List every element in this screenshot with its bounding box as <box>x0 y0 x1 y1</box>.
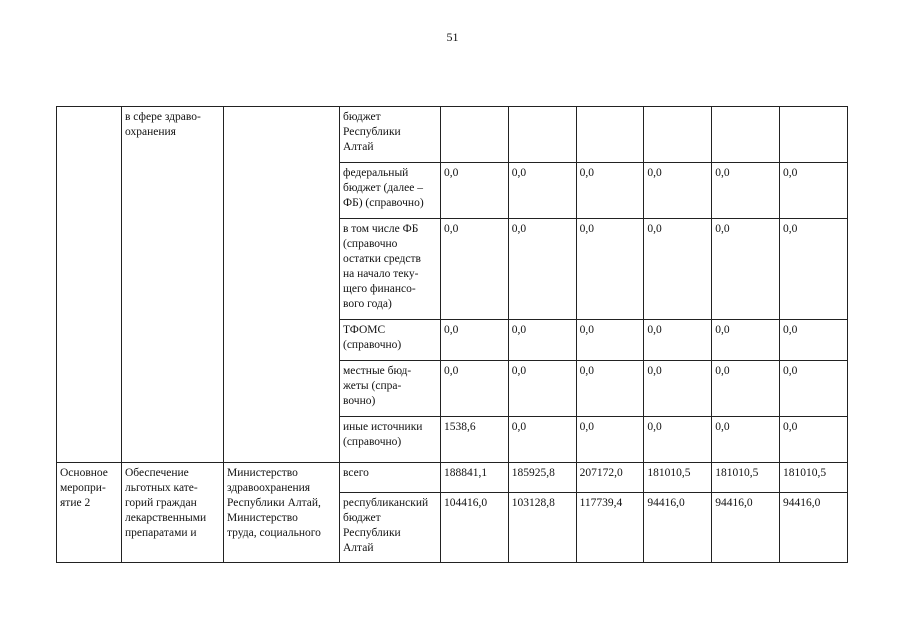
year-value-cell: 104416,0 <box>441 493 509 563</box>
year-value-cell: 94416,0 <box>712 493 780 563</box>
year-value-cell: 185925,8 <box>508 463 576 493</box>
activity-cell <box>57 107 122 463</box>
year-value-cell: 0,0 <box>576 320 644 361</box>
year-value-cell: 117739,4 <box>576 493 644 563</box>
year-value-cell: 0,0 <box>779 417 847 463</box>
year-value-cell: 0,0 <box>576 361 644 417</box>
year-value-cell: 0,0 <box>508 219 576 320</box>
year-value-cell: 0,0 <box>644 417 712 463</box>
year-value-cell: 0,0 <box>712 163 780 219</box>
year-value-cell: 0,0 <box>508 163 576 219</box>
year-value-cell: 0,0 <box>508 361 576 417</box>
funding-source-cell: ТФОМС (справочно) <box>340 320 441 361</box>
year-value-cell: 0,0 <box>779 361 847 417</box>
year-value-cell: 0,0 <box>779 219 847 320</box>
year-value-cell: 0,0 <box>644 361 712 417</box>
year-value-cell <box>644 107 712 163</box>
year-value-cell: 207172,0 <box>576 463 644 493</box>
description-cell: Обеспечение льготных кате- горий граждан лекарственными препаратами и <box>122 463 224 563</box>
page-number: 51 <box>446 30 459 44</box>
year-value-cell <box>441 107 509 163</box>
executor-cell <box>224 107 340 463</box>
year-value-cell: 0,0 <box>508 417 576 463</box>
year-value-cell: 0,0 <box>441 219 509 320</box>
funding-source-cell: бюджет Республики Алтай <box>340 107 441 163</box>
year-value-cell: 0,0 <box>441 320 509 361</box>
year-value-cell <box>508 107 576 163</box>
year-value-cell: 0,0 <box>712 361 780 417</box>
year-value-cell: 181010,5 <box>644 463 712 493</box>
year-value-cell: 0,0 <box>441 361 509 417</box>
year-value-cell: 103128,8 <box>508 493 576 563</box>
year-value-cell: 0,0 <box>576 219 644 320</box>
description-cell: в сфере здраво- охранения <box>122 107 224 463</box>
year-value-cell: 188841,1 <box>441 463 509 493</box>
year-value-cell <box>779 107 847 163</box>
funding-source-cell: федеральный бюджет (далее – ФБ) (справочно) <box>340 163 441 219</box>
funding-source-cell: иные источники (справочно) <box>340 417 441 463</box>
year-value-cell: 181010,5 <box>779 463 847 493</box>
funding-source-cell: всего <box>340 463 441 493</box>
year-value-cell: 0,0 <box>712 219 780 320</box>
funding-source-cell: местные бюд- жеты (спра- вочно) <box>340 361 441 417</box>
year-value-cell: 94416,0 <box>779 493 847 563</box>
year-value-cell: 0,0 <box>644 219 712 320</box>
year-value-cell: 1538,6 <box>441 417 509 463</box>
table-row <box>57 463 848 493</box>
year-value-cell: 0,0 <box>779 320 847 361</box>
budget-table <box>56 106 848 563</box>
year-value-cell: 0,0 <box>712 417 780 463</box>
year-value-cell: 0,0 <box>644 320 712 361</box>
table-row <box>57 107 848 163</box>
executor-cell: Министерство здравоохранения Республики Алтай, Министерство труда, социального <box>224 463 340 563</box>
year-value-cell: 0,0 <box>441 163 509 219</box>
year-value-cell: 94416,0 <box>644 493 712 563</box>
funding-source-cell: в том числе ФБ (справочно остатки средств на начало теку- щего финансо- вого года) <box>340 219 441 320</box>
year-value-cell <box>576 107 644 163</box>
year-value-cell: 0,0 <box>576 417 644 463</box>
funding-source-cell: республиканский бюджет Республики Алтай <box>340 493 441 563</box>
year-value-cell: 0,0 <box>644 163 712 219</box>
year-value-cell <box>712 107 780 163</box>
year-value-cell: 0,0 <box>576 163 644 219</box>
year-value-cell: 0,0 <box>712 320 780 361</box>
activity-cell: Основное меропри- ятие 2 <box>57 463 122 563</box>
year-value-cell: 0,0 <box>508 320 576 361</box>
year-value-cell: 0,0 <box>779 163 847 219</box>
year-value-cell: 181010,5 <box>712 463 780 493</box>
